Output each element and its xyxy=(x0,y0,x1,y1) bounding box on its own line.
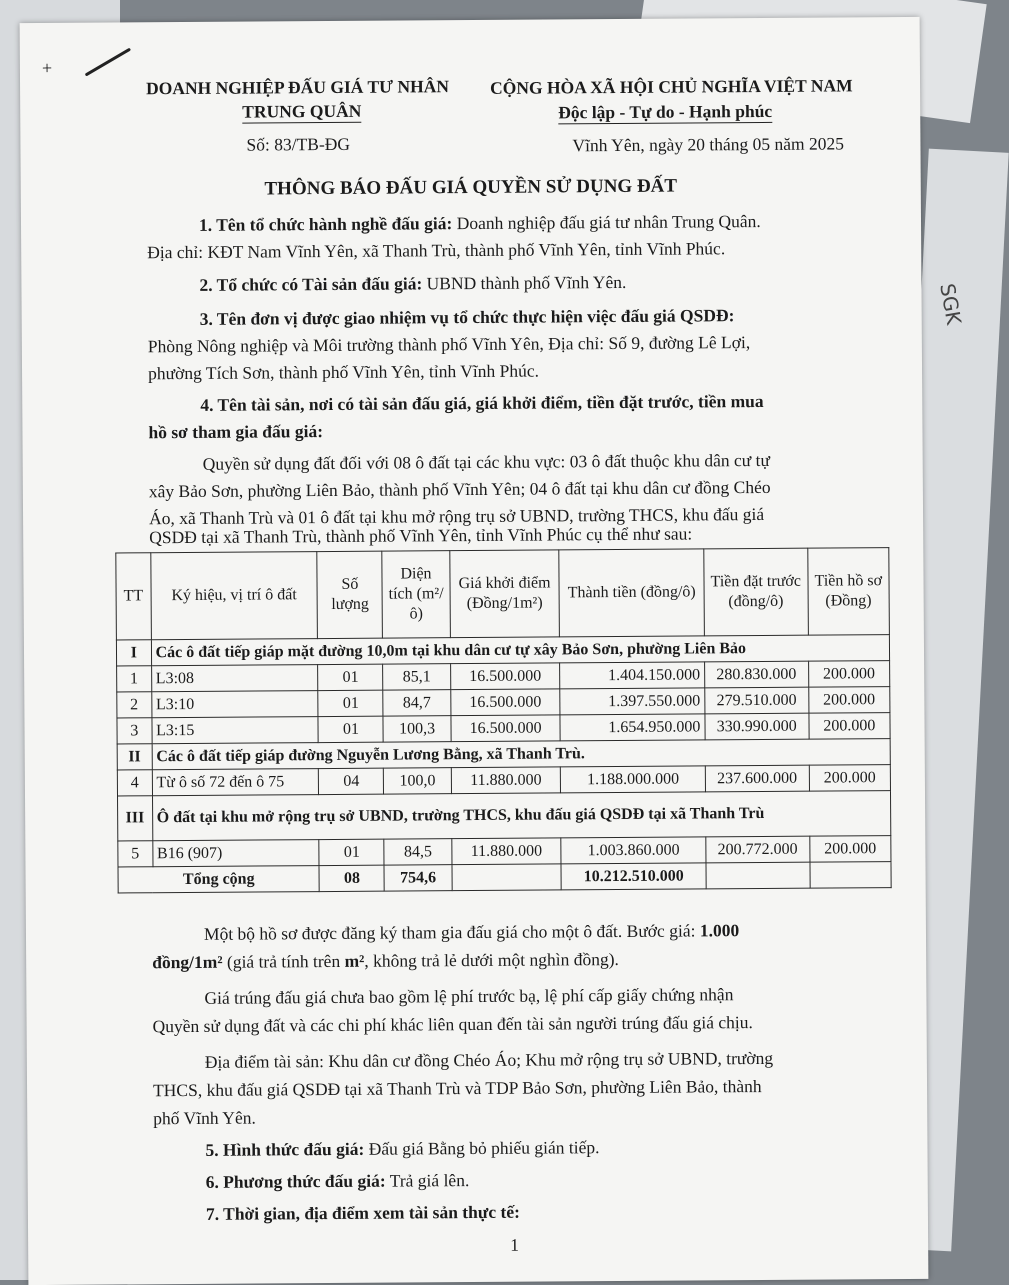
bid-step-value: 1.000 xyxy=(699,920,740,941)
col-header-deposit: Tiền đặt trước (đồng/ô) xyxy=(704,548,808,636)
section-title: Các ô đất tiếp giáp mặt đường 10,0m tại khu dân cư tự xây Bảo Sơn, phường Liên Bảo xyxy=(151,635,890,666)
col-header-fee: Tiền hồ sơ (Đồng) xyxy=(807,548,889,636)
cell-tt: 1 xyxy=(117,666,152,692)
section-number: III xyxy=(118,796,153,841)
bid-step-line2 xyxy=(152,949,619,973)
cell-fee: 200.000 xyxy=(809,713,891,740)
background-side-text: SGK xyxy=(935,281,967,327)
section-4-heading-line2: hồ sơ tham gia đấu giá: xyxy=(148,421,324,443)
asset-paragraph-line2: xây Bảo Sơn, phường Liên Bảo, thành phố Vĩnh Yên; 04 ô đất tại khu dân cư đồng Chéo xyxy=(148,476,771,502)
col-header-tt: TT xyxy=(116,553,151,640)
section-5 xyxy=(205,1137,599,1161)
asset-paragraph-line1: Quyền sử dụng đất đối với 08 ô đất tại các khu vực: 03 ô đất thuộc khu dân cư tự xyxy=(202,449,770,474)
section-1-text: Doanh nghiệp đấu giá tư nhân Trung Quân. xyxy=(456,210,761,234)
section-3-heading: 3. Tên đơn vị được giao nhiệm vụ tổ chức thực hiện việc đấu giá QSDĐ: xyxy=(199,305,735,329)
cell-tt: 4 xyxy=(117,770,152,796)
section-6 xyxy=(206,1170,470,1193)
table-total-row xyxy=(118,862,891,893)
total-area: 754,6 xyxy=(384,865,451,891)
cell-lot: L3:10 xyxy=(151,691,318,718)
bid-step-unit: đồng/1m² xyxy=(152,951,223,973)
table-section-row xyxy=(118,791,891,841)
cell-lot: B16 (907) xyxy=(152,840,319,867)
cell-start-price: 16.500.000 xyxy=(451,715,561,742)
page-number: 1 xyxy=(510,1234,519,1255)
section-2-label: 2. Tổ chức có Tài sản đấu giá: xyxy=(199,273,423,295)
cell-area: 100,0 xyxy=(384,768,451,794)
cell-lot: L3:08 xyxy=(151,665,318,692)
total-qty: 08 xyxy=(319,865,384,891)
section-1 xyxy=(199,211,761,236)
total-empty-cell xyxy=(452,864,562,891)
cell-tt: 2 xyxy=(117,692,152,718)
bid-step-note-unit: m² xyxy=(344,950,365,971)
total-empty-cell xyxy=(706,862,810,889)
cell-lot: L3:15 xyxy=(152,717,319,744)
document-title: THÔNG BÁO ĐẤU GIÁ QUYỀN SỬ DỤNG ĐẤT xyxy=(264,175,678,200)
bid-step-note-b: , không trả lẻ dưới một nghìn đồng). xyxy=(364,948,619,971)
document-date: Vĩnh Yên, ngày 20 tháng 05 năm 2025 xyxy=(572,133,845,156)
bid-step-note-a: (giá trả tính trên xyxy=(226,950,341,972)
section-number: II xyxy=(117,744,152,770)
asset-location-line3: phố Vĩnh Yên. xyxy=(153,1107,256,1129)
cell-qty: 01 xyxy=(318,664,383,690)
cell-amount: 1.404.150.000 xyxy=(560,662,705,689)
cell-start-price: 16.500.000 xyxy=(450,663,560,690)
col-header-lot: Ký hiệu, vị trí ô đất xyxy=(150,552,317,640)
total-label: Tổng cộng xyxy=(118,866,320,893)
pen-mark xyxy=(85,48,131,77)
cell-tt: 5 xyxy=(118,841,153,867)
section-7-heading: 7. Thời gian, địa điểm xem tài sản thực tế: xyxy=(205,1201,520,1224)
section-2-text: UBND thành phố Vĩnh Yên. xyxy=(426,271,627,294)
cell-start-price: 11.880.000 xyxy=(451,767,561,794)
section-5-label: 5. Hình thức đấu giá: xyxy=(205,1138,365,1160)
cell-deposit: 200.772.000 xyxy=(706,836,810,863)
section-1-label: 1. Tên tổ chức hành nghề đấu giá: xyxy=(198,213,453,235)
cell-lot: Từ ô số 72 đến ô 75 xyxy=(152,769,319,796)
cell-fee: 200.000 xyxy=(809,765,891,792)
section-title: Ô đất tại khu mở rộng trụ sở UBND, trường THCS, khu đấu giá QSDĐ tại xã Thanh Trù xyxy=(152,791,891,841)
section-title: Các ô đất tiếp giáp đường Nguyễn Lương Bằng, xã Thanh Trù. xyxy=(152,739,891,770)
table-header-row xyxy=(116,548,890,640)
cell-area: 84,7 xyxy=(383,690,450,716)
org-name-line2: TRUNG QUÂN xyxy=(242,100,362,122)
cell-qty: 01 xyxy=(318,690,383,716)
cell-qty: 01 xyxy=(319,839,384,865)
section-3-line3: phường Tích Sơn, thành phố Vĩnh Yên, tỉnh Vĩnh Phúc. xyxy=(147,360,540,384)
national-motto: Độc lập - Tự do - Hạnh phúc xyxy=(558,100,773,123)
section-1-address: Địa chỉ: KĐT Nam Vĩnh Yên, xã Thanh Trù, thành phố Vĩnh Yên, tỉnh Vĩnh Phúc. xyxy=(147,238,726,263)
cell-tt: 3 xyxy=(117,718,152,744)
section-number: I xyxy=(116,640,151,666)
cell-area: 85,1 xyxy=(383,664,450,690)
fee-note-line1: Giá trúng đấu giá chưa bao gồm lệ phí trước bạ, lệ phí cấp giấy chứng nhận xyxy=(204,984,734,1008)
col-header-qty: Số lượng xyxy=(317,551,383,638)
bid-step-text: Một bộ hồ sơ được đăng ký tham gia đấu giá cho một ô đất. Bước giá: xyxy=(203,920,696,944)
col-header-amount: Thành tiền (đồng/ô) xyxy=(559,549,704,637)
total-empty-cell xyxy=(810,862,892,889)
cell-area: 84,5 xyxy=(384,839,451,865)
cell-start-price: 16.500.000 xyxy=(450,689,560,716)
total-amount: 10.212.510.000 xyxy=(561,863,706,890)
cell-deposit: 330.990.000 xyxy=(705,713,809,740)
cell-qty: 04 xyxy=(319,768,384,794)
cell-deposit: 279.510.000 xyxy=(705,687,809,714)
cell-amount: 1.188.000.000 xyxy=(561,766,706,793)
section-4-heading: 4. Tên tài sản, nơi có tài sản đấu giá, giá khởi điểm, tiền đặt trước, tiền mua xyxy=(200,390,764,415)
cell-fee: 200.000 xyxy=(808,661,890,688)
cell-area: 100,3 xyxy=(383,716,450,742)
cell-qty: 01 xyxy=(318,716,383,742)
section-6-label: 6. Phương thức đấu giá: xyxy=(205,1170,386,1192)
bid-step-line1 xyxy=(204,920,739,945)
cell-fee: 200.000 xyxy=(808,687,890,714)
auction-asset-table xyxy=(115,547,891,893)
section-2 xyxy=(199,272,626,296)
org-name-line1: DOANH NGHIỆP ĐẤU GIÁ TƯ NHÂN xyxy=(145,76,450,99)
asset-paragraph-line3: Áo, xã Thanh Trù và 01 ô đất tại khu mở rộng trụ sở UBND, trường THCS, khu đấu giá xyxy=(148,503,765,529)
asset-location-line1: Địa điểm tài sản: Khu dân cư đồng Chéo Áo; Khu mở rộng trụ sở UBND, trường xyxy=(204,1047,774,1072)
asset-paragraph-line4: QSDĐ tại xã Thanh Trù, thành phố Vĩnh Yên, tỉnh Vĩnh Phúc cụ thể như sau: xyxy=(149,523,693,548)
cell-fee: 200.000 xyxy=(809,836,891,863)
cell-amount: 1.003.860.000 xyxy=(561,837,706,864)
col-header-start-price: Giá khởi điểm (Đồng/1m²) xyxy=(449,550,559,638)
country-name: CỘNG HÒA XÃ HỘI CHỦ NGHĨA VIỆT NAM xyxy=(489,75,853,98)
section-5-text: Đấu giá Bằng bỏ phiếu gián tiếp. xyxy=(368,1137,600,1159)
cell-start-price: 11.880.000 xyxy=(451,838,561,865)
pen-mark-cross: + xyxy=(41,57,53,79)
cell-amount: 1.654.950.000 xyxy=(560,714,705,741)
section-3-line2: Phòng Nông nghiệp và Môi trường thành phố Vĩnh Yên, Địa chỉ: Số 9, đường Lê Lợi, xyxy=(147,332,751,357)
asset-location-line2: THCS, khu đấu giá QSDĐ tại xã Thanh Trù và TDP Bảo Sơn, phường Liên Bảo, thành xyxy=(152,1076,762,1101)
cell-deposit: 280.830.000 xyxy=(704,661,808,688)
section-6-text: Trả giá lên. xyxy=(389,1170,470,1191)
fee-note-line2: Quyền sử dụng đất và các chi phí khác liên quan đến tài sản người trúng đấu giá chịu. xyxy=(152,1012,753,1037)
doc-number: Số: 83/TB-ĐG xyxy=(246,133,351,155)
cell-amount: 1.397.550.000 xyxy=(560,688,705,715)
col-header-area: Diện tích (m²/ô) xyxy=(382,551,450,638)
document-page xyxy=(20,17,929,1285)
cell-deposit: 237.600.000 xyxy=(705,765,809,792)
